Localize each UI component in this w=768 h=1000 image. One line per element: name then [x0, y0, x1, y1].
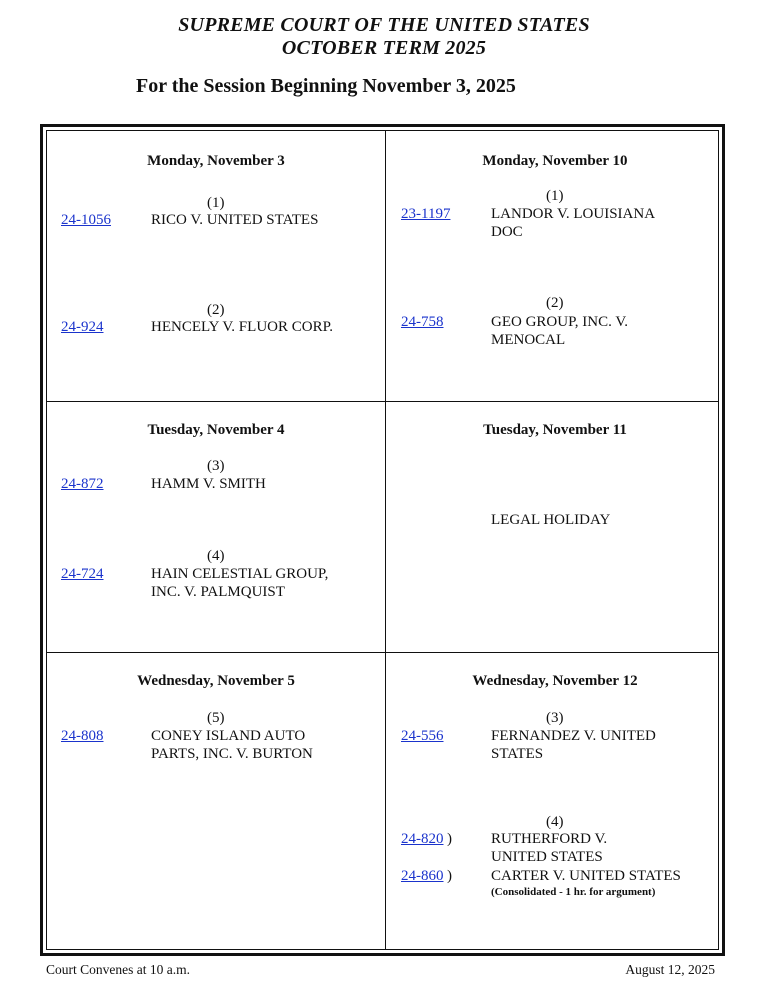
court-title: SUPREME COURT OF THE UNITED STATES — [178, 14, 590, 36]
argument-number: (5) — [207, 710, 225, 726]
argument-number: (1) — [546, 188, 564, 204]
argument-number: (2) — [207, 302, 225, 318]
case-title-line: GEO GROUP, INC. V. — [491, 314, 628, 330]
argument-number: (3) — [207, 458, 225, 474]
case-title: RICO V. UNITED STATES — [151, 212, 319, 228]
consolidation-note: (Consolidated - 1 hr. for argument) — [491, 886, 656, 898]
calendar-grid — [46, 130, 719, 950]
case-title-line: LANDOR V. LOUISIANA — [491, 206, 656, 222]
case-title: CARTER V. UNITED STATES — [491, 868, 681, 884]
docket-link-24-872[interactable]: 24-872 — [61, 476, 104, 492]
docket-link-24-556[interactable]: 24-556 — [401, 728, 444, 744]
day-heading: Tuesday, November 4 — [147, 422, 285, 438]
argument-number: (2) — [546, 295, 564, 311]
case-title-line: DOC — [491, 224, 523, 240]
consolidation-bracket: ) — [447, 831, 452, 847]
argument-number: (4) — [207, 548, 225, 564]
case-title-line: HAIN CELESTIAL GROUP, — [151, 566, 329, 582]
cell-tuesday-nov-11 — [386, 402, 724, 652]
day-heading: Wednesday, November 12 — [472, 673, 638, 689]
case-title-line: UNITED STATES — [491, 849, 603, 865]
court-convenes-note: Court Convenes at 10 a.m. — [46, 962, 190, 977]
argument-number: (4) — [546, 814, 564, 830]
docket-link-24-820[interactable]: 24-820 — [401, 831, 444, 847]
case-title-line: CONEY ISLAND AUTO — [151, 728, 306, 744]
calendar-frame — [40, 124, 725, 956]
case-title-line: PARTS, INC. V. BURTON — [151, 746, 313, 762]
day-heading: Tuesday, November 11 — [483, 422, 627, 438]
docket-link-24-1056[interactable]: 24-1056 — [61, 212, 111, 228]
case-title — [491, 205, 655, 241]
case-title-line: INC. V. PALMQUIST — [151, 584, 285, 600]
case-title — [151, 565, 328, 601]
case-title — [491, 313, 628, 349]
cell-wednesday-nov-5 — [47, 653, 385, 953]
case-title-line: MENOCAL — [491, 332, 566, 348]
docket-link-23-1197[interactable]: 23-1197 — [401, 206, 451, 222]
cell-tuesday-nov-4 — [47, 402, 385, 652]
case-title — [491, 727, 656, 763]
argument-number: (1) — [207, 195, 225, 211]
session-title: For the Session Beginning November 3, 2025 — [136, 75, 516, 97]
docket-link-24-758[interactable]: 24-758 — [401, 314, 444, 330]
release-date: August 12, 2025 — [625, 962, 715, 977]
legal-holiday-label: LEGAL HOLIDAY — [491, 512, 611, 528]
docket-link-24-808[interactable]: 24-808 — [61, 728, 104, 744]
case-title-line: FERNANDEZ V. UNITED — [491, 728, 656, 744]
day-heading: Wednesday, November 5 — [137, 673, 295, 689]
term-title: OCTOBER TERM 2025 — [281, 37, 487, 59]
cell-wednesday-nov-12 — [386, 653, 724, 953]
case-title — [491, 830, 607, 866]
case-title-line: RUTHERFORD V. — [491, 831, 608, 847]
docket-link-24-724[interactable]: 24-724 — [61, 566, 104, 582]
day-heading: Monday, November 10 — [482, 153, 628, 169]
docket-link-24-860[interactable]: 24-860 — [401, 868, 444, 884]
case-title-line: STATES — [491, 746, 544, 762]
case-title: HENCELY V. FLUOR CORP. — [151, 319, 334, 335]
case-title — [151, 727, 313, 763]
argument-number: (3) — [546, 710, 564, 726]
case-title: HAMM V. SMITH — [151, 476, 266, 492]
docket-link-24-924[interactable]: 24-924 — [61, 319, 104, 335]
cell-monday-nov-3 — [47, 131, 385, 401]
day-heading: Monday, November 3 — [147, 153, 285, 169]
cell-monday-nov-10 — [386, 131, 724, 401]
consolidation-bracket: ) — [447, 868, 452, 884]
